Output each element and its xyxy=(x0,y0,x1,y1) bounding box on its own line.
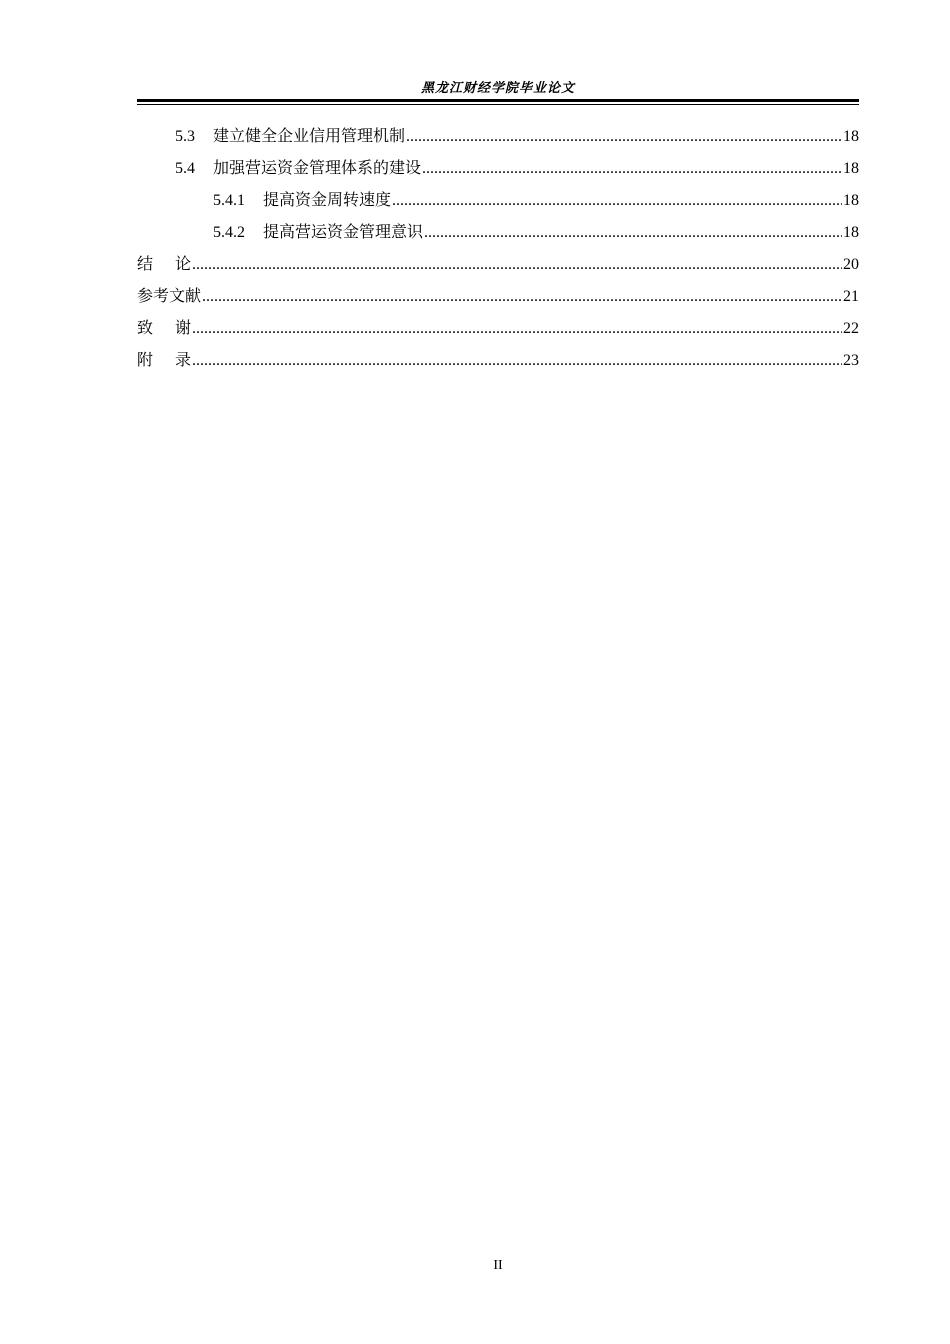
toc-entry-title: 结论 xyxy=(137,254,214,273)
toc-entry-number: 5.4.1 xyxy=(213,192,245,209)
toc-entry-conclusion[interactable] xyxy=(137,248,859,280)
toc-dot-leader xyxy=(192,313,842,345)
toc-entry-number: 5.4.2 xyxy=(213,224,245,241)
toc-entry-number: 5.3 xyxy=(175,128,195,145)
toc-dot-leader xyxy=(202,281,842,313)
table-of-contents xyxy=(137,120,859,376)
toc-entry-5-4-1[interactable] xyxy=(137,184,859,216)
toc-dot-leader xyxy=(392,185,842,217)
toc-entry-number: 5.4 xyxy=(175,160,195,177)
header-rule-thin xyxy=(137,104,859,105)
toc-entry-5-4[interactable] xyxy=(137,152,859,184)
page-number: II xyxy=(493,1258,503,1273)
toc-entry-page: 18 xyxy=(843,160,859,177)
toc-entry-page: 21 xyxy=(843,288,859,305)
running-header: 黑龙江财经学院毕业论文 xyxy=(420,81,575,96)
toc-entry-5-4-2[interactable] xyxy=(137,216,859,248)
toc-entry-title: 建立健全企业信用管理机制 xyxy=(213,126,406,145)
toc-entry-title: 参考文献 xyxy=(137,286,202,305)
toc-dot-leader xyxy=(424,217,842,249)
toc-entry-page: 18 xyxy=(843,128,859,145)
toc-entry-title: 加强营运资金管理体系的建设 xyxy=(213,158,422,177)
toc-entry-title: 提高营运资金管理意识 xyxy=(263,222,424,241)
header-rule-thick xyxy=(137,99,859,102)
toc-dot-leader xyxy=(406,121,842,153)
toc-dot-leader xyxy=(192,249,842,281)
toc-entry-page: 23 xyxy=(843,352,859,369)
toc-entry-5-3[interactable] xyxy=(137,120,859,152)
toc-entry-page: 22 xyxy=(843,320,859,337)
toc-dot-leader xyxy=(192,345,842,377)
toc-entry-page: 20 xyxy=(843,256,859,273)
toc-dot-leader xyxy=(422,153,842,185)
toc-entry-acknowledgements[interactable] xyxy=(137,312,859,344)
toc-entry-title: 致谢 xyxy=(137,318,214,337)
toc-entry-references[interactable] xyxy=(137,280,859,312)
toc-entry-page: 18 xyxy=(843,224,859,241)
toc-entry-title: 提高资金周转速度 xyxy=(263,190,392,209)
toc-entry-appendix[interactable] xyxy=(137,344,859,376)
toc-entry-title: 附录 xyxy=(137,350,214,369)
toc-entry-page: 18 xyxy=(843,192,859,209)
